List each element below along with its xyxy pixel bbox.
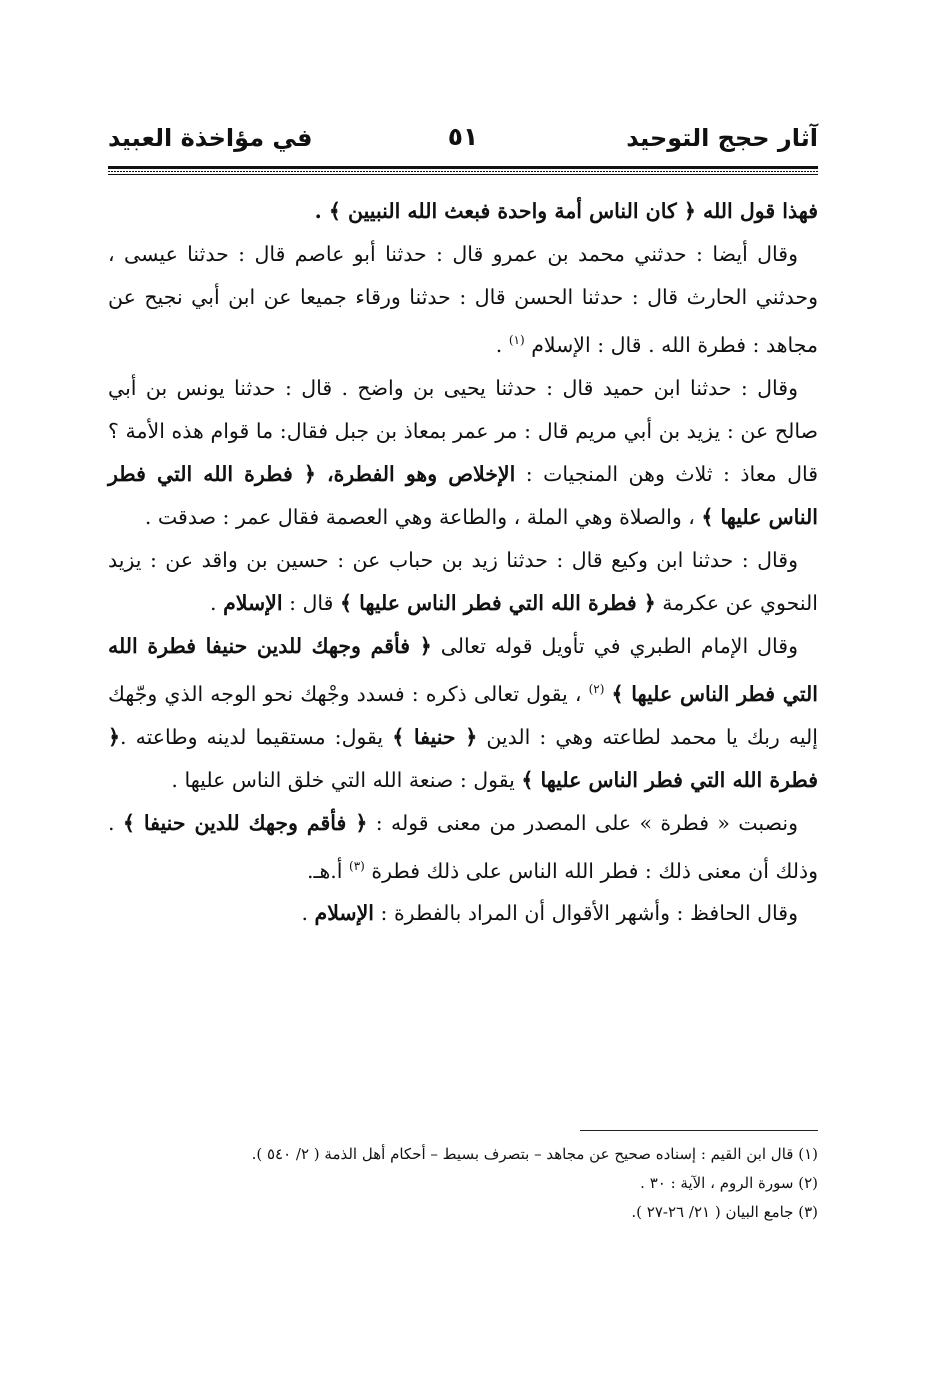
paragraph-5: وقال الإمام الطبري في تأويل قوله تعالى ﴿ فأقم وجهك للدين حنيفا فطرة الله التي فطر الناس عليها ﴾ $^{(٢)}$ ، يقول تعالى ذكره : فسدد وجْهك نحو الوجه الذي وجّهك إليه ربك يا محمد لطاعته وهي : الدين ﴿ حنيفا ﴾ يقول: مستقيما لدينه وطاعته .﴿ فطرة الله التي فطر الناس عليها ﴾ يقول : صنعة الله التي خلق الناس عليها . bbox=[108, 633, 818, 792]
page-number: ٥١ bbox=[447, 122, 479, 151]
footnote-separator bbox=[580, 1130, 818, 1131]
footnote-3: (٣) جامع البيان ( ٢١/ ٢٦-٢٧ ). bbox=[631, 1203, 818, 1221]
paragraph-3: وقال : حدثنا ابن حميد قال : حدثنا يحيى بن واضح . قال : حدثنا يونس بن أبي صالح عن : يزيد بن أبي مريم قال : مر عمر بمعاذ بن جبل فقال: ما قوام هذه الأمة ؟ قال معاذ : ثلاث وهن المنجيات : الإخلاص وهو الفطرة، ﴿ فطرة الله التي فطر الناس عليها ﴾ ، والصلاة وهي الملة ، والطاعة وهي العصمة فقال عمر : صدقت . bbox=[108, 375, 819, 529]
paragraph-1: فهذا قول الله ﴿ كان الناس أمة واحدة فبعث الله النبيين ﴾ . bbox=[314, 199, 818, 223]
paragraph-2: وقال أيضا : حدثني محمد بن عمرو قال : حدثنا أبو عاصم قال : حدثنا عيسى ، وحدثني الحارث قال : حدثنا الحسن قال : حدثنا ورقاء جميعا عن ابن أبي نجيح عن مجاهد : فطرة الله . قال : الإسلام $^{(١)}$ . bbox=[108, 242, 818, 357]
header-rule-dotted bbox=[108, 171, 818, 172]
page-header bbox=[108, 120, 818, 160]
footnote-ref: (٣) bbox=[349, 858, 365, 873]
paragraph-6: ونصبت « فطرة » على المصدر من معنى قوله : ﴿ فأقم وجهك للدين حنيفا ﴾ . وذلك أن معنى ذلك : فطر الله الناس على ذلك فطرة $^{(٣)}$ أ.هـ. bbox=[108, 810, 818, 883]
paragraph-4: وقال : حدثنا ابن وكيع قال : حدثنا زيد بن حباب عن : حسين بن واقد عن : يزيد النحوي عن عكرمة ﴿ فطرة الله التي فطر الناس عليها ﴾ قال : الإسلام . bbox=[108, 547, 818, 615]
footnote-ref: (٢) bbox=[588, 681, 605, 696]
section-title: في مؤاخذة العبيد bbox=[108, 124, 313, 152]
header-rule-thin bbox=[108, 174, 818, 175]
footnotes bbox=[108, 1140, 818, 1227]
book-title: آثار حجج التوحيد bbox=[626, 124, 818, 152]
footnote-1: (١) قال ابن القيم : إسناده صحيح عن مجاهد – بتصرف بسيط – أحكام أهل الذمة ( ٢/ ٥٤٠ ). bbox=[251, 1145, 818, 1163]
header-rule bbox=[108, 166, 818, 169]
main-text bbox=[108, 190, 818, 935]
footnote-2: (٢) سورة الروم ، الآية : ٣٠ . bbox=[640, 1174, 818, 1192]
paragraph-7: وقال الحافظ : وأشهر الأقوال أن المراد بالفطرة : الإسلام . bbox=[301, 901, 798, 926]
footnote-ref: (١) bbox=[508, 333, 525, 347]
